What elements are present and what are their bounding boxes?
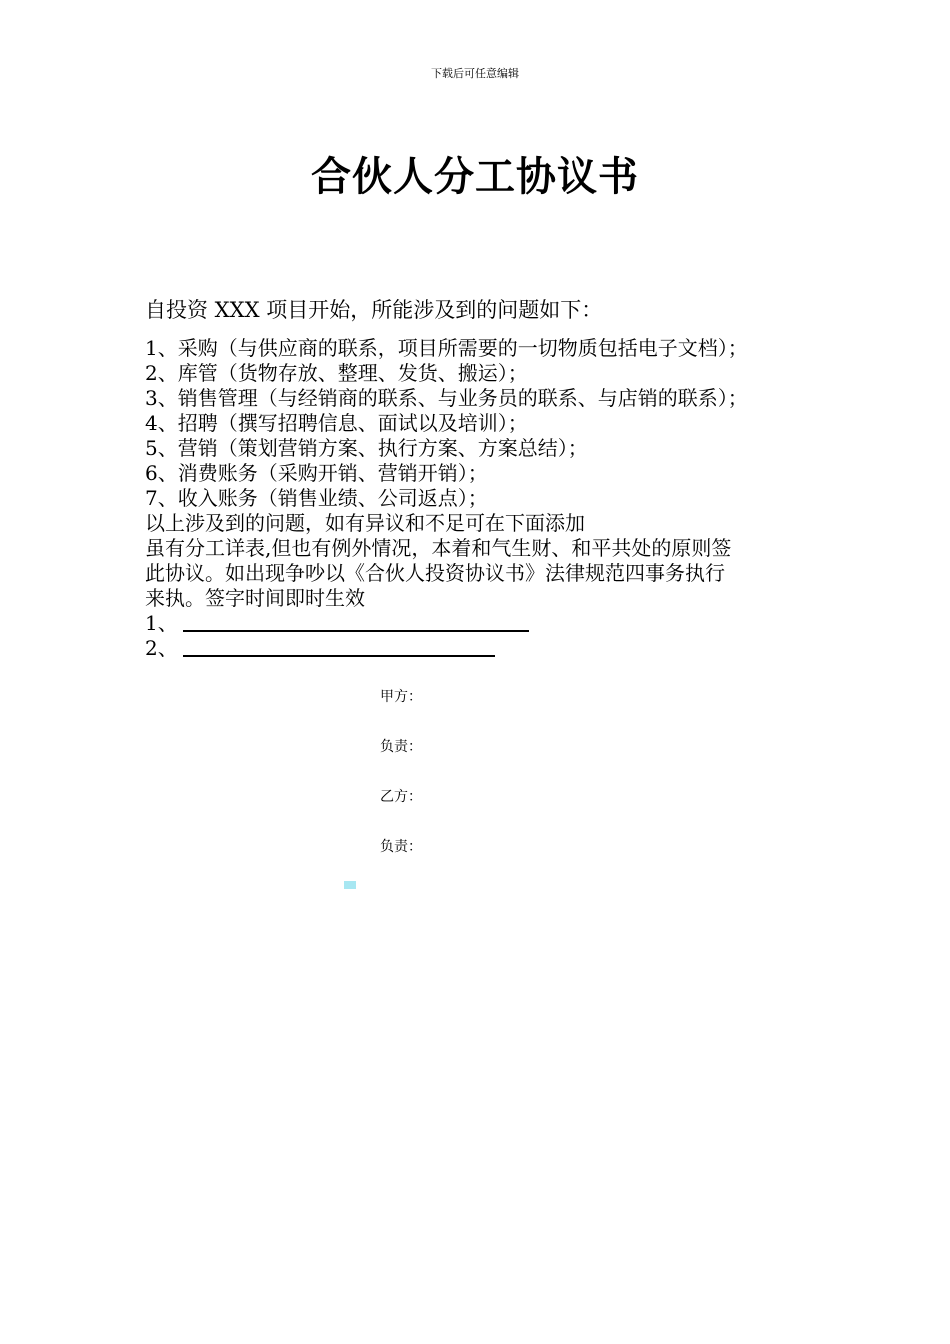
signature-number: 2、 (145, 636, 178, 660)
signature-row-1 (145, 611, 178, 636)
list-item-inventory: 2、库管（货物存放、整理、发货、搬运）； (145, 361, 528, 385)
paragraph-line: 虽有分工详表,但也有例外情况，本着和气生财、和平共处的原则签 (145, 536, 732, 560)
signature-blank[interactable] (183, 630, 529, 632)
paragraph-line: 来执。签字时间即时生效 (145, 586, 365, 610)
list-item-purchasing: 1、采购（与供应商的联系，项目所需要的一切物质包括电子文档）； (145, 336, 748, 360)
party-b-label: 乙方： (380, 789, 422, 805)
list-item-sales: 3、销售管理（与经销商的联系、与业务员的联系、与店销的联系）； (145, 386, 748, 410)
party-a-responsible-label: 负责： (380, 739, 422, 755)
intro-line: 自投资 XXX 项目开始，所能涉及到的问题如下： (145, 298, 603, 322)
list-item-marketing: 5、营销（策划营销方案、执行方案、方案总结）； (145, 436, 588, 460)
signature-blank[interactable] (183, 655, 495, 657)
paragraph-line: 以上涉及到的问题，如有异议和不足可在下面添加 (145, 511, 585, 535)
list-item-recruiting: 4、招聘（撰写招聘信息、面试以及培训）； (145, 411, 528, 435)
parties-block (380, 688, 422, 888)
header-note: 下载后可任意编辑 (431, 67, 519, 80)
signature-row-2 (145, 636, 178, 661)
signature-number: 1、 (145, 611, 178, 635)
paragraph-line: 此协议。如出现争吵以《合伙人投资协议书》法律规范四事务执行 (145, 561, 725, 585)
list-item-expense-accounts: 6、消费账务（采购开销、营销开销）； (145, 461, 488, 485)
text-cursor-highlight (344, 881, 356, 889)
party-b-responsible-label: 负责： (380, 839, 422, 855)
document-title: 合伙人分工协议书 (311, 153, 639, 200)
signature-section (145, 611, 178, 661)
list-item-income-accounts: 7、收入账务（销售业绩、公司返点）； (145, 486, 488, 510)
body-text (145, 336, 825, 611)
party-a-label: 甲方： (380, 689, 422, 705)
